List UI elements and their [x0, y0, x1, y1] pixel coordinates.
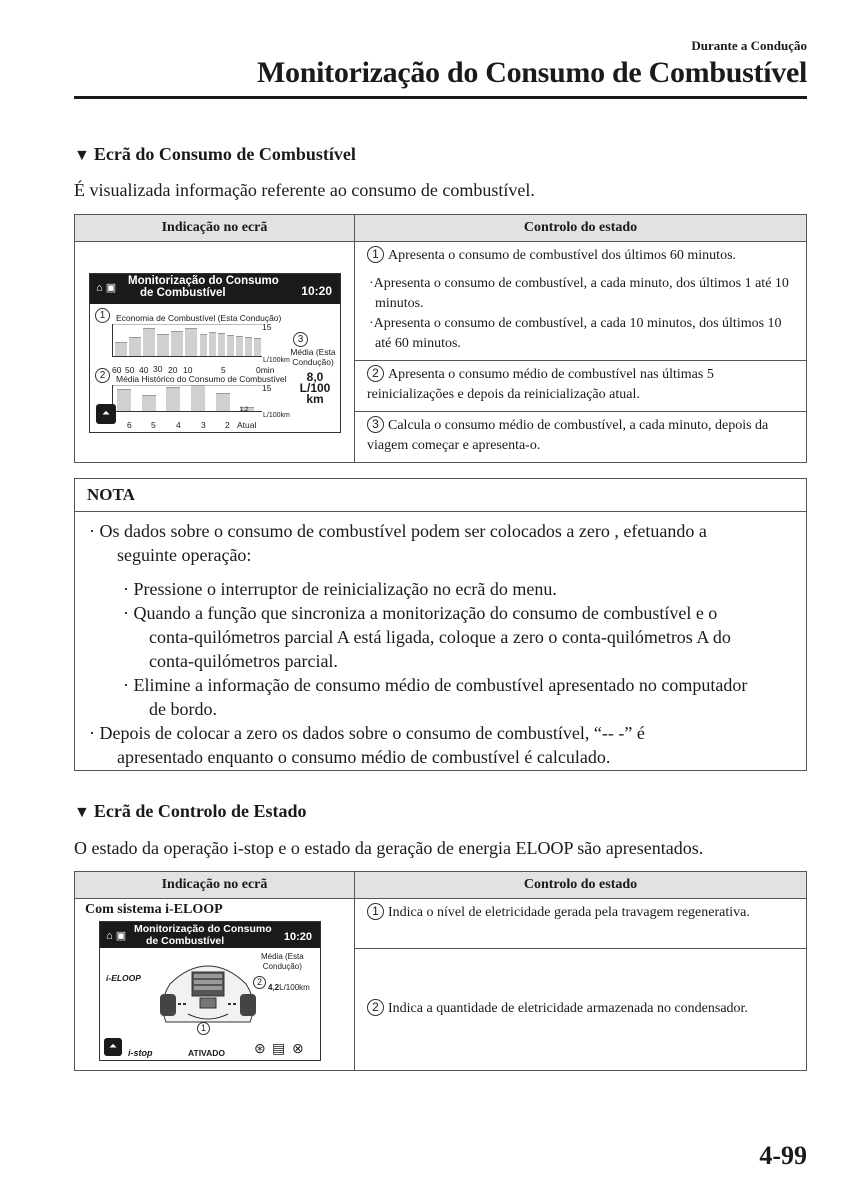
- ieloop-label: i-ELOOP: [106, 973, 141, 983]
- status-screen-table: [74, 871, 807, 1071]
- page-title: Monitorização do Consumo de Combustível: [257, 56, 807, 89]
- chart1-bar: [236, 336, 243, 356]
- screen-title: Monitorização do Consumo de Combustível: [128, 275, 279, 299]
- screen-image-cell: [75, 899, 355, 1071]
- note-item: · Os dados sobre o consumo de combustível podem ser colocados a zero , efetuando a seguinte operação:: [89, 521, 707, 565]
- marker-2: 2: [95, 368, 110, 383]
- header-rule: [74, 96, 807, 99]
- chart2-title: Média Histórico do Consumo de Combustível: [116, 374, 287, 384]
- chart2-small-value: 1,2: [240, 407, 249, 413]
- chart1-bar: [200, 334, 207, 356]
- chart1-bar: [218, 333, 225, 356]
- home-icon: ⌂ ▣: [106, 930, 127, 942]
- chart1-tick: 0min: [256, 365, 275, 375]
- chart2-bar: [142, 395, 156, 411]
- note-box: [74, 478, 807, 771]
- status-text: Indica a quantidade de eletricidade armazenada no condensador.: [388, 1000, 748, 1016]
- status-row-1: [355, 899, 807, 949]
- fuel-monitor-screen: [89, 273, 341, 433]
- fuel-screen-table: [74, 214, 807, 463]
- marker-3: 3: [293, 332, 308, 347]
- chart2-top-value: 15: [262, 383, 272, 393]
- chart1-tick: 50: [125, 365, 135, 375]
- chart1-tick: 5: [221, 365, 226, 375]
- istop-label: i-stop: [128, 1048, 153, 1058]
- section-intro: É visualizada informação referente ao consumo de combustível.: [74, 180, 535, 200]
- chart2-bar: [216, 393, 230, 411]
- average-value: 4,2L/100km: [268, 983, 310, 992]
- chart1-title: Economia de Combustível (Esta Condução): [116, 313, 282, 323]
- status-text: Apresenta o consumo médio de combustível nas últimas 5 reinicializações e depois da reinicialização atual.: [367, 367, 714, 402]
- average-value: 8,0 L/100 km: [299, 370, 331, 406]
- chart1-bar: [129, 337, 141, 356]
- chart1-bar: [143, 328, 155, 356]
- chart1-top-value: 15: [262, 322, 272, 332]
- section-heading-text: Ecrã de Controlo de Estado: [93, 801, 307, 821]
- chart2-bar: [191, 385, 205, 411]
- status-row-2: [355, 949, 807, 1071]
- marker-3: 3: [367, 416, 384, 433]
- triangle-down-icon: ▼: [74, 147, 90, 164]
- section-heading-fuel-screen: [74, 144, 356, 165]
- chart1-bar: [185, 328, 197, 356]
- chart2-tick: Atual: [237, 420, 257, 430]
- note-subitem: · Quando a função que sincroniza a monitorização do consumo de combustível e o conta-quilómetros parcial A está ligada, coloque a zero o conta-quilómetros A do conta-quilómetros parcial.: [123, 603, 731, 671]
- chart2-bar: [117, 389, 131, 411]
- status-monitor-screen: [99, 921, 321, 1061]
- screen-title-bar: [100, 922, 320, 948]
- note-heading: NOTA: [75, 479, 806, 512]
- screen-image-cell: [75, 242, 355, 463]
- section-heading-text: Ecrã do Consumo de Combustível: [93, 144, 356, 164]
- chart1-tick: 30: [153, 364, 163, 374]
- screen-clock: 10:20: [301, 284, 332, 298]
- note-body: [75, 512, 806, 769]
- chart1-tick: 10: [183, 365, 193, 375]
- chart1-bar: [115, 342, 127, 356]
- column-header-status: Controlo do estado: [355, 872, 807, 899]
- chart2-tick: 3: [201, 420, 206, 430]
- home-icon: ⌂ ▣: [96, 282, 117, 294]
- note-subitem: · Pressione o interruptor de reinicialização no ecrã do menu.: [123, 579, 557, 599]
- chart1-bar: [245, 337, 252, 356]
- section-intro: O estado da operação i-stop e o estado da geração de energia ELOOP são apresentados.: [74, 838, 704, 858]
- marker-1: 1: [367, 246, 384, 263]
- running-header-section: Durante a Condução: [691, 38, 807, 53]
- marker-1: 1: [95, 308, 110, 323]
- status-text: Apresenta o consumo de combustível dos últimos 60 minutos.: [388, 248, 737, 263]
- istop-status: ATIVADO: [188, 1048, 225, 1058]
- chart1-tick: 40: [139, 365, 149, 375]
- chart1-unit: L/100km: [263, 357, 290, 364]
- status-row-2: [355, 361, 807, 412]
- average-label: Média (Esta Condução): [290, 347, 336, 367]
- marker-2: 2: [367, 365, 384, 382]
- screen-caption: Com sistema i-ELOOP: [85, 902, 223, 917]
- column-header-status: Controlo do estado: [355, 215, 807, 242]
- back-button[interactable]: ⏶: [104, 1038, 122, 1056]
- status-row-1: [355, 242, 807, 361]
- chart1-bar: [209, 332, 216, 356]
- screen-clock: 10:20: [283, 931, 312, 943]
- average-label: Média (Esta Condução): [261, 952, 304, 971]
- chart2-unit: L/100km: [263, 412, 290, 419]
- steering-icon: ⊛: [254, 1040, 266, 1056]
- marker-1: 1: [367, 903, 384, 920]
- column-header-display: Indicação no ecrã: [75, 215, 355, 242]
- triangle-down-icon: ▼: [74, 804, 90, 821]
- page-number: 4-99: [759, 1141, 807, 1170]
- screen-title-bar: [90, 274, 340, 304]
- status-text: Indica o nível de eletricidade gerada pela travagem regenerativa.: [388, 905, 750, 920]
- back-button[interactable]: ⏶: [96, 404, 116, 424]
- marker-1: 1: [197, 1022, 210, 1035]
- note-item: · Depois de colocar a zero os dados sobre o consumo de combustível, “-- -” é apresentado enquanto o consumo médio de combustível é calculado.: [89, 723, 645, 767]
- screen-title: Monitorização do Consumo de Combustível: [134, 923, 272, 947]
- section-heading-status-screen: [74, 801, 307, 822]
- column-header-display: Indicação no ecrã: [75, 872, 355, 899]
- marker-2: 2: [253, 976, 266, 989]
- chart1-bar: [171, 331, 183, 356]
- chart2-tick: 2: [225, 420, 230, 430]
- chart1-bar: [227, 335, 234, 356]
- chart1-area: [112, 324, 262, 357]
- chart1-tick: 20: [168, 365, 178, 375]
- chart2-tick: 4: [176, 420, 181, 430]
- status-bullet: ·Apresenta o consumo de combustível, a cada minuto, dos últimos 1 até 10 minutos.: [369, 276, 789, 311]
- chart1-bar: [157, 334, 169, 356]
- status-text: Calcula o consumo médio de combustível, a cada minuto, depois da viagem começar e apresenta-o.: [367, 418, 769, 453]
- marker-2: 2: [367, 999, 384, 1016]
- status-bullet: ·Apresenta o consumo de combustível, a cada 10 minutos, dos últimos 10 até 60 minutos.: [369, 316, 782, 351]
- chart2-bar: [166, 387, 180, 411]
- chart2-tick: 6: [127, 420, 132, 430]
- engine-icon: ⊗: [292, 1040, 304, 1056]
- note-subitem: · Elimine a informação de consumo médio de combustível apresentado no computador de bordo.: [123, 675, 748, 719]
- chart1-bar: [254, 338, 261, 356]
- chart1-tick: 60: [112, 365, 122, 375]
- chart2-tick: 5: [151, 420, 156, 430]
- status-row-3: [355, 412, 807, 463]
- battery-icon: ▤: [272, 1040, 286, 1056]
